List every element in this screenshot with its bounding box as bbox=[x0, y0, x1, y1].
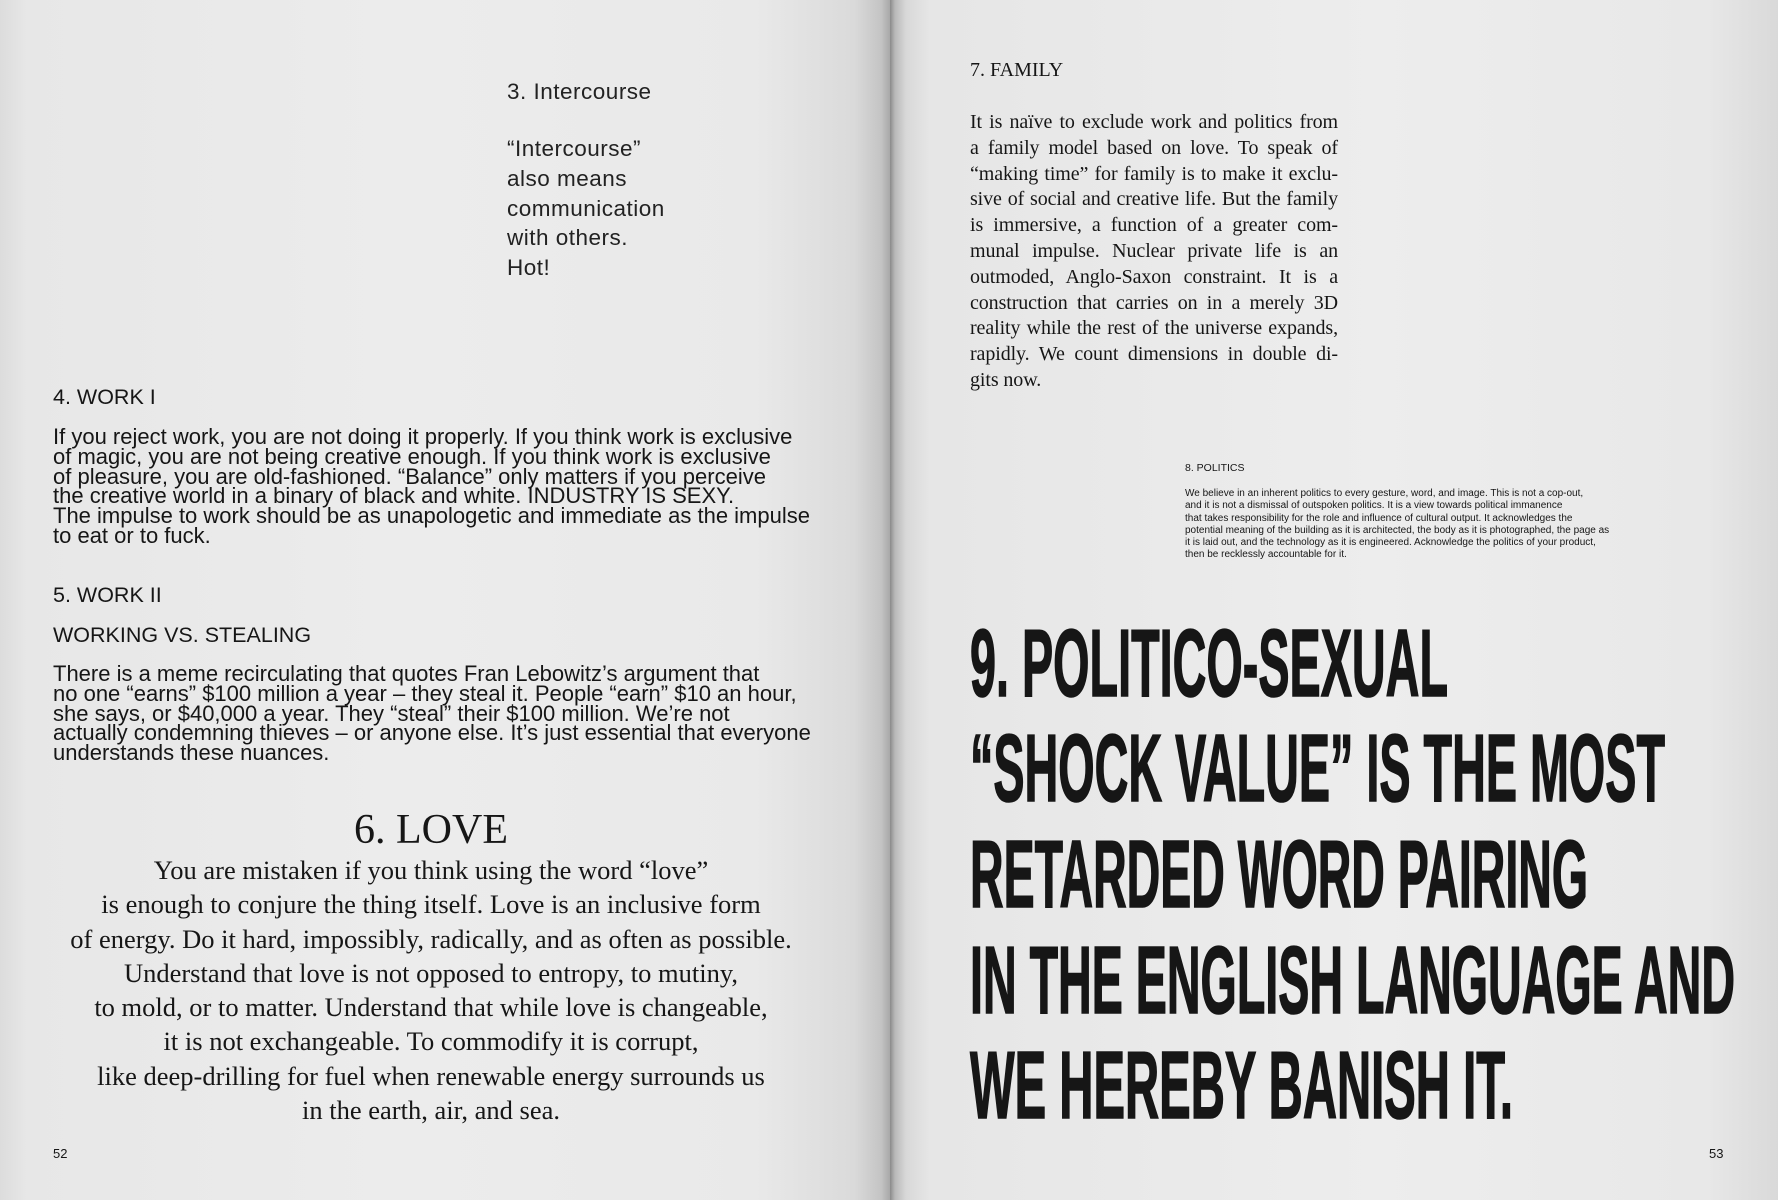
family-line: reality while the rest of the universe expands, bbox=[970, 317, 1338, 340]
politics-heading: 8. POLITICS bbox=[1185, 462, 1245, 474]
politics-line: potential meaning of the building as it is architected, the body as it is photographed, the page as bbox=[1185, 524, 1610, 536]
love-line: to mold, or to matter. Understand that while love is changeable, bbox=[94, 992, 768, 1023]
politico-sexual-headline bbox=[970, 610, 1750, 1140]
love-line: Understand that love is not opposed to entropy, to mutiny, bbox=[123, 957, 739, 988]
family-heading: 7. FAMILY bbox=[970, 59, 1064, 81]
work-2-text bbox=[53, 661, 811, 766]
love-text bbox=[53, 853, 809, 1127]
work-2-subheading: WORKING VS. STEALING bbox=[53, 623, 312, 647]
family-line: gits now. bbox=[970, 368, 1042, 391]
work-1-line: If you reject work, you are not doing it properly. If you think work is exclusive bbox=[53, 424, 793, 449]
headline-line: WE HEREBY BANISH IT. bbox=[970, 1032, 1513, 1139]
headline-line: RETARDED WORD PAIRING bbox=[970, 821, 1588, 928]
work-2-heading: 5. WORK II bbox=[53, 583, 162, 607]
work-2-line: understands these nuances. bbox=[53, 740, 330, 766]
love-line: in the earth, air, and sea. bbox=[302, 1095, 560, 1126]
work-2-line: she says, or $40,000 a year. They “steal” their $100 million. We’re not bbox=[53, 700, 730, 726]
politics-text bbox=[1185, 488, 1609, 562]
work-2-line: There is a meme recirculating that quotes Fran Lebowitz’s argument that bbox=[53, 661, 760, 686]
intercourse-line: with others. bbox=[507, 225, 629, 251]
family-line: It is naïve to exclude work and politics from bbox=[970, 111, 1338, 133]
work-1-line: of pleasure, you are old-fashioned. “Balance” only matters if you perceive bbox=[53, 463, 766, 489]
family-line: “making time” for family is to make it exclu- bbox=[970, 162, 1338, 185]
work-2-line: actually condemning thieves – or anyone else. It’s just essential that everyone bbox=[53, 720, 811, 746]
headline-line: 9. POLITICO-SEXUAL bbox=[970, 610, 1448, 717]
politics-line: it is laid out, and the technology as it is engineered. Acknowledge the politics of your product, bbox=[1185, 537, 1596, 549]
work-2-line: no one “earns” $100 million a year – they steal it. People “earn” $10 an hour, bbox=[53, 680, 797, 706]
headline-line: IN THE ENGLISH LANGUAGE AND bbox=[970, 927, 1735, 1034]
right-page bbox=[890, 0, 1778, 1200]
family-line: a family model based on love. To speak of bbox=[970, 136, 1338, 159]
family-line: outmoded, Anglo-Saxon constraint. It is a bbox=[970, 265, 1338, 288]
politics-line: then be recklessly accountable for it. bbox=[1185, 549, 1347, 561]
work-1-line: The impulse to work should be as unapologetic and immediate as the impulse bbox=[53, 503, 810, 529]
page-number-left: 52 bbox=[53, 1146, 68, 1161]
headline-line: “SHOCK VALUE” IS THE MOST bbox=[970, 715, 1665, 822]
love-heading: 6. LOVE bbox=[354, 807, 508, 853]
family-line: rapidly. We count dimensions in double di- bbox=[970, 343, 1338, 366]
family-line: munal impulse. Nuclear private life is an bbox=[970, 239, 1338, 262]
intercourse-line: Hot! bbox=[507, 255, 551, 281]
love-line: like deep-drilling for fuel when renewable energy surrounds us bbox=[97, 1060, 765, 1091]
intercourse-heading: 3. Intercourse bbox=[507, 79, 652, 104]
intercourse-line: communication bbox=[507, 195, 665, 221]
work-1-line: to eat or to fuck. bbox=[53, 522, 211, 548]
politics-line: that takes responsibility for the role and influence of cultural output. It acknowledges the bbox=[1185, 512, 1573, 524]
family-line: construction that carries on in a merely 3D bbox=[970, 291, 1338, 314]
love-line: it is not exchangeable. To commodify it is corrupt, bbox=[163, 1026, 699, 1057]
family-line: sive of social and creative life. But the family bbox=[970, 188, 1338, 211]
work-1-text bbox=[53, 424, 810, 548]
politics-line: We believe in an inherent politics to every gesture, word, and image. This is not a cop-out, bbox=[1185, 488, 1584, 499]
intercourse-line: “Intercourse” bbox=[507, 136, 642, 161]
work-1-line: the creative world in a binary of black and white. INDUSTRY IS SEXY. bbox=[53, 483, 735, 509]
page-number-right: 53 bbox=[1709, 1146, 1724, 1161]
work-1-heading: 4. WORK I bbox=[53, 385, 156, 409]
family-line: is immersive, a function of a greater com- bbox=[970, 214, 1338, 237]
politics-line: and it is not a dismissal of outspoken politics. It is a view towards political immanence bbox=[1185, 500, 1563, 512]
intercourse-text bbox=[507, 134, 665, 283]
intercourse-line: also means bbox=[507, 165, 628, 191]
work-1-line: of magic, you are not being creative enough. If you think work is exclusive bbox=[53, 443, 771, 469]
love-line: of energy. Do it hard, impossibly, radically, and as often as possible. bbox=[70, 923, 792, 954]
love-line: is enough to conjure the thing itself. Love is an inclusive form bbox=[101, 889, 761, 920]
love-line: You are mistaken if you think using the word “love” bbox=[153, 855, 709, 885]
family-text bbox=[970, 110, 1338, 394]
